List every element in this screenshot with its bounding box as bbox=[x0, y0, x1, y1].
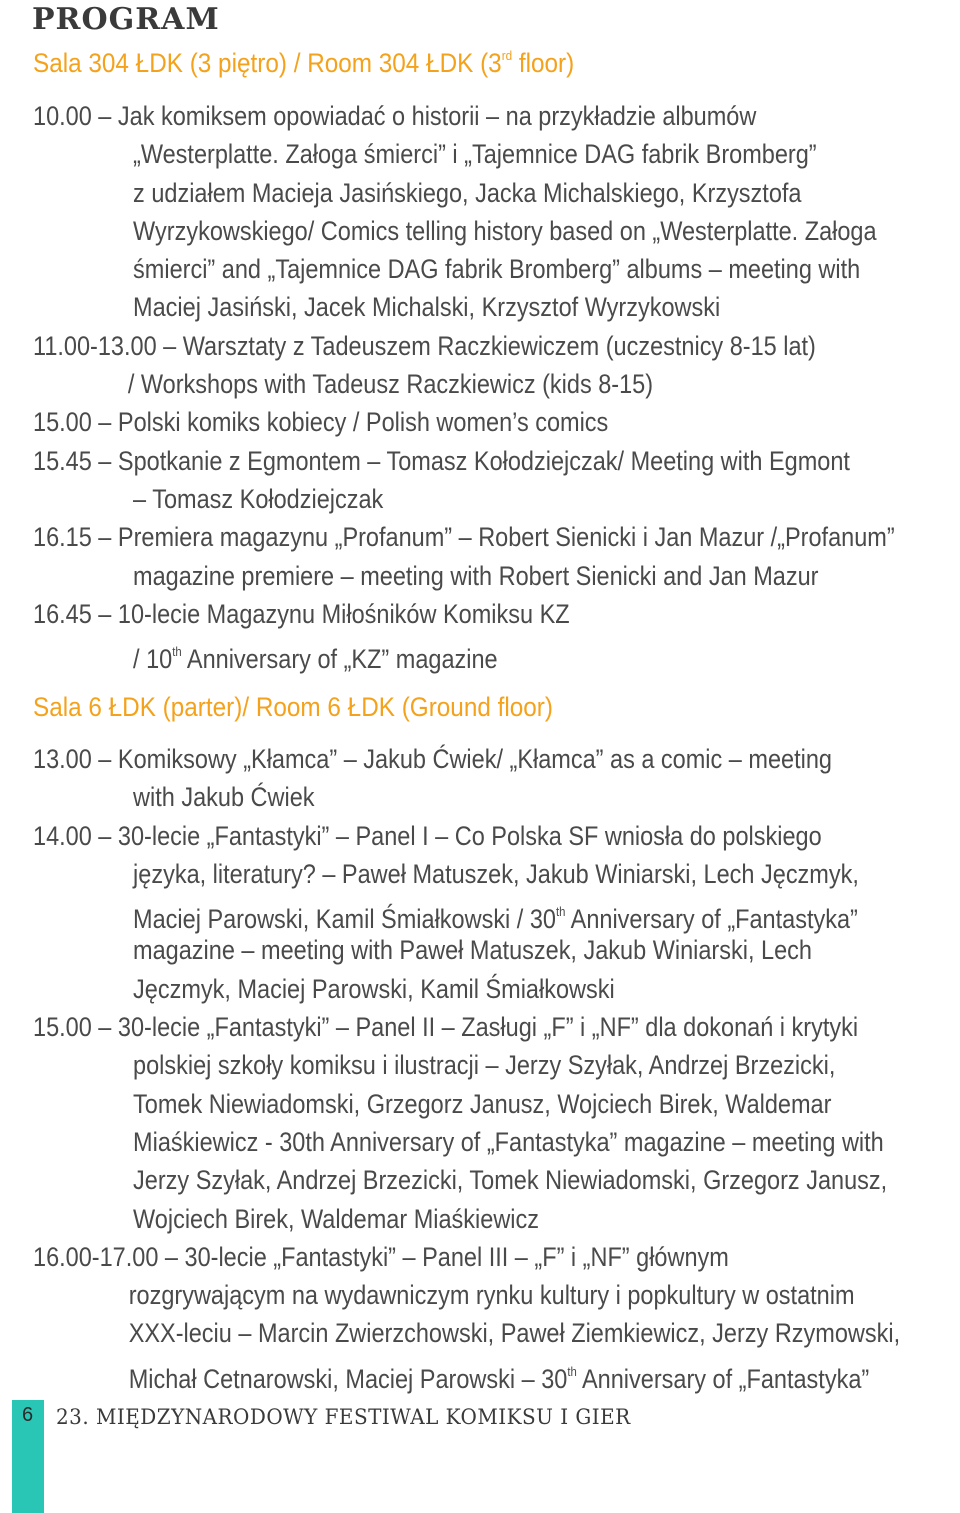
entry-line-sup: th bbox=[555, 904, 566, 920]
entry-line-text: Anniversary of „Fantastyka” bbox=[576, 1363, 870, 1394]
entry-line-text: Michał Cetnarowski, Maciej Parowski – 30 bbox=[128, 1363, 568, 1394]
entry-line: 14.00 – 30-lecie „Fantastyki” – Panel I – Co Polska SF wniosła do polskiego bbox=[33, 820, 822, 851]
entry-line: magazine premiere – meeting with Robert Sienicki and Jan Mazur bbox=[133, 560, 819, 591]
entry-line: with Jakub Ćwiek bbox=[133, 782, 315, 813]
entry-line: 16.15 – Premiera magazynu „Profanum” – Robert Sienicki i Jan Mazur /„Profanum” bbox=[33, 522, 895, 553]
entry-line-text: Anniversary of „KZ” magazine bbox=[181, 644, 498, 675]
room-304-title bbox=[33, 48, 574, 79]
entry-line: śmierci” and „Tajemnice DAG fabrik Bromberg” albums – meeting with bbox=[133, 254, 861, 285]
entry-line: języka, literatury? – Paweł Matuszek, Jakub Winiarski, Lech Jęczmyk, bbox=[133, 858, 859, 889]
entry-line bbox=[33, 633, 851, 675]
entry-line: Jęczmyk, Maciej Parowski, Kamil Śmiałkowski bbox=[133, 973, 615, 1004]
entry-line: rozgrywającym na wydawniczym rynku kultury i popkultury w ostatnim bbox=[128, 1280, 855, 1311]
entry-line: „Westerplatte. Załoga śmierci” i „Tajemnice DAG fabrik Bromberg” bbox=[133, 139, 817, 170]
page-number: 6 bbox=[22, 1404, 34, 1426]
schedule-entry-1500 bbox=[33, 403, 960, 441]
room-6-title: Sala 6 ŁDK (parter)/ Room 6 ŁDK (Ground floor) bbox=[33, 692, 553, 722]
entry-line: / Workshops with Tadeusz Raczkiewicz (kids 8-15) bbox=[127, 369, 654, 400]
schedule-entry-1500-panel bbox=[33, 1008, 960, 1238]
room-304-schedule bbox=[33, 97, 960, 675]
entry-line: 16.00-17.00 – 30-lecie „Fantastyki” – Panel III – „F” i „NF” głównym bbox=[33, 1241, 729, 1272]
entry-line: polskiej szkoły komiksu i ilustracji – Jerzy Szyłak, Andrzej Brzezicki, bbox=[133, 1050, 836, 1081]
schedule-entry-1645 bbox=[33, 595, 960, 675]
entry-line: Wojciech Birek, Waldemar Miaśkiewicz bbox=[133, 1203, 540, 1234]
entry-line-text: Maciej Parowski, Kamil Śmiałkowski / 30 bbox=[133, 904, 556, 935]
schedule-entry-1545 bbox=[33, 442, 960, 519]
entry-line: Tomek Niewiadomski, Grzegorz Janusz, Wojciech Birek, Waldemar bbox=[133, 1088, 832, 1119]
entry-line: 11.00-13.00 – Warsztaty z Tadeuszem Raczkiewiczem (uczestnicy 8-15 lat) bbox=[33, 330, 816, 361]
room-6-schedule bbox=[33, 740, 960, 1394]
entry-line: 15.45 – Spotkanie z Egmontem – Tomasz Kołodziejczak/ Meeting with Egmont bbox=[33, 445, 850, 476]
entry-line: Maciej Jasiński, Jacek Michalski, Krzysztof Wyrzykowski bbox=[133, 292, 721, 323]
entry-line: z udziałem Macieja Jasińskiego, Jacka Michalskiego, Krzysztofa bbox=[133, 177, 802, 208]
room-304-title-sup: rd bbox=[501, 48, 513, 63]
room-304-title-text: Sala 304 ŁDK (3 piętro) / Room 304 ŁDK (3 bbox=[33, 48, 502, 78]
schedule-entry-1100 bbox=[33, 327, 960, 404]
schedule-entry-1600 bbox=[33, 1238, 960, 1394]
entry-line: Jerzy Szyłak, Andrzej Brzezicki, Tomek Niewiadomski, Grzegorz Janusz, bbox=[133, 1165, 888, 1196]
entry-line: 16.45 – 10-lecie Magazynu Miłośników Komiksu KZ bbox=[33, 598, 570, 629]
entry-line: 15.00 – Polski komiks kobiecy / Polish women’s comics bbox=[33, 407, 609, 438]
schedule-entry-1300 bbox=[33, 740, 960, 817]
schedule-entry-1400 bbox=[33, 817, 960, 1008]
schedule-entry-1615 bbox=[33, 518, 960, 595]
entry-line: – Tomasz Kołodziejczak bbox=[133, 483, 384, 514]
schedule-entry-1000 bbox=[33, 97, 960, 327]
festival-name: 23. MIĘDZYNARODOWY FESTIWAL KOMIKSU I GIER bbox=[56, 1405, 631, 1429]
entry-line-text: Anniversary of „Fantastyka” bbox=[565, 904, 858, 935]
page-title: PROGRAM bbox=[32, 2, 220, 37]
entry-line bbox=[33, 893, 858, 935]
entry-line bbox=[33, 1353, 870, 1394]
entry-line: 15.00 – 30-lecie „Fantastyki” – Panel II – Zasługi „F” i „NF” dla dokonań i krytyki bbox=[33, 1012, 859, 1043]
entry-line: Wyrzykowskiego/ Comics telling history based on „Westerplatte. Załoga bbox=[133, 215, 877, 246]
entry-line: XXX-leciu – Marcin Zwierzchowski, Paweł Ziemkiewicz, Jerzy Rzymowski, bbox=[128, 1318, 901, 1349]
entry-line: Miaśkiewicz - 30th Anniversary of „Fantastyka” magazine – meeting with bbox=[133, 1126, 884, 1157]
entry-line-sup: th bbox=[172, 644, 182, 660]
entry-line-sup: th bbox=[567, 1363, 577, 1379]
entry-line-text: / 10 bbox=[133, 644, 173, 675]
room-304-title-end: floor) bbox=[512, 48, 575, 78]
entry-line: 13.00 – Komiksowy „Kłamca” – Jakub Ćwiek/ „Kłamca” as a comic – meeting bbox=[33, 744, 832, 774]
entry-line: magazine – meeting with Paweł Matuszek, Jakub Winiarski, Lech bbox=[133, 935, 812, 966]
entry-line: 10.00 – Jak komiksem opowiadać o historii – na przykładzie albumów bbox=[33, 101, 757, 131]
